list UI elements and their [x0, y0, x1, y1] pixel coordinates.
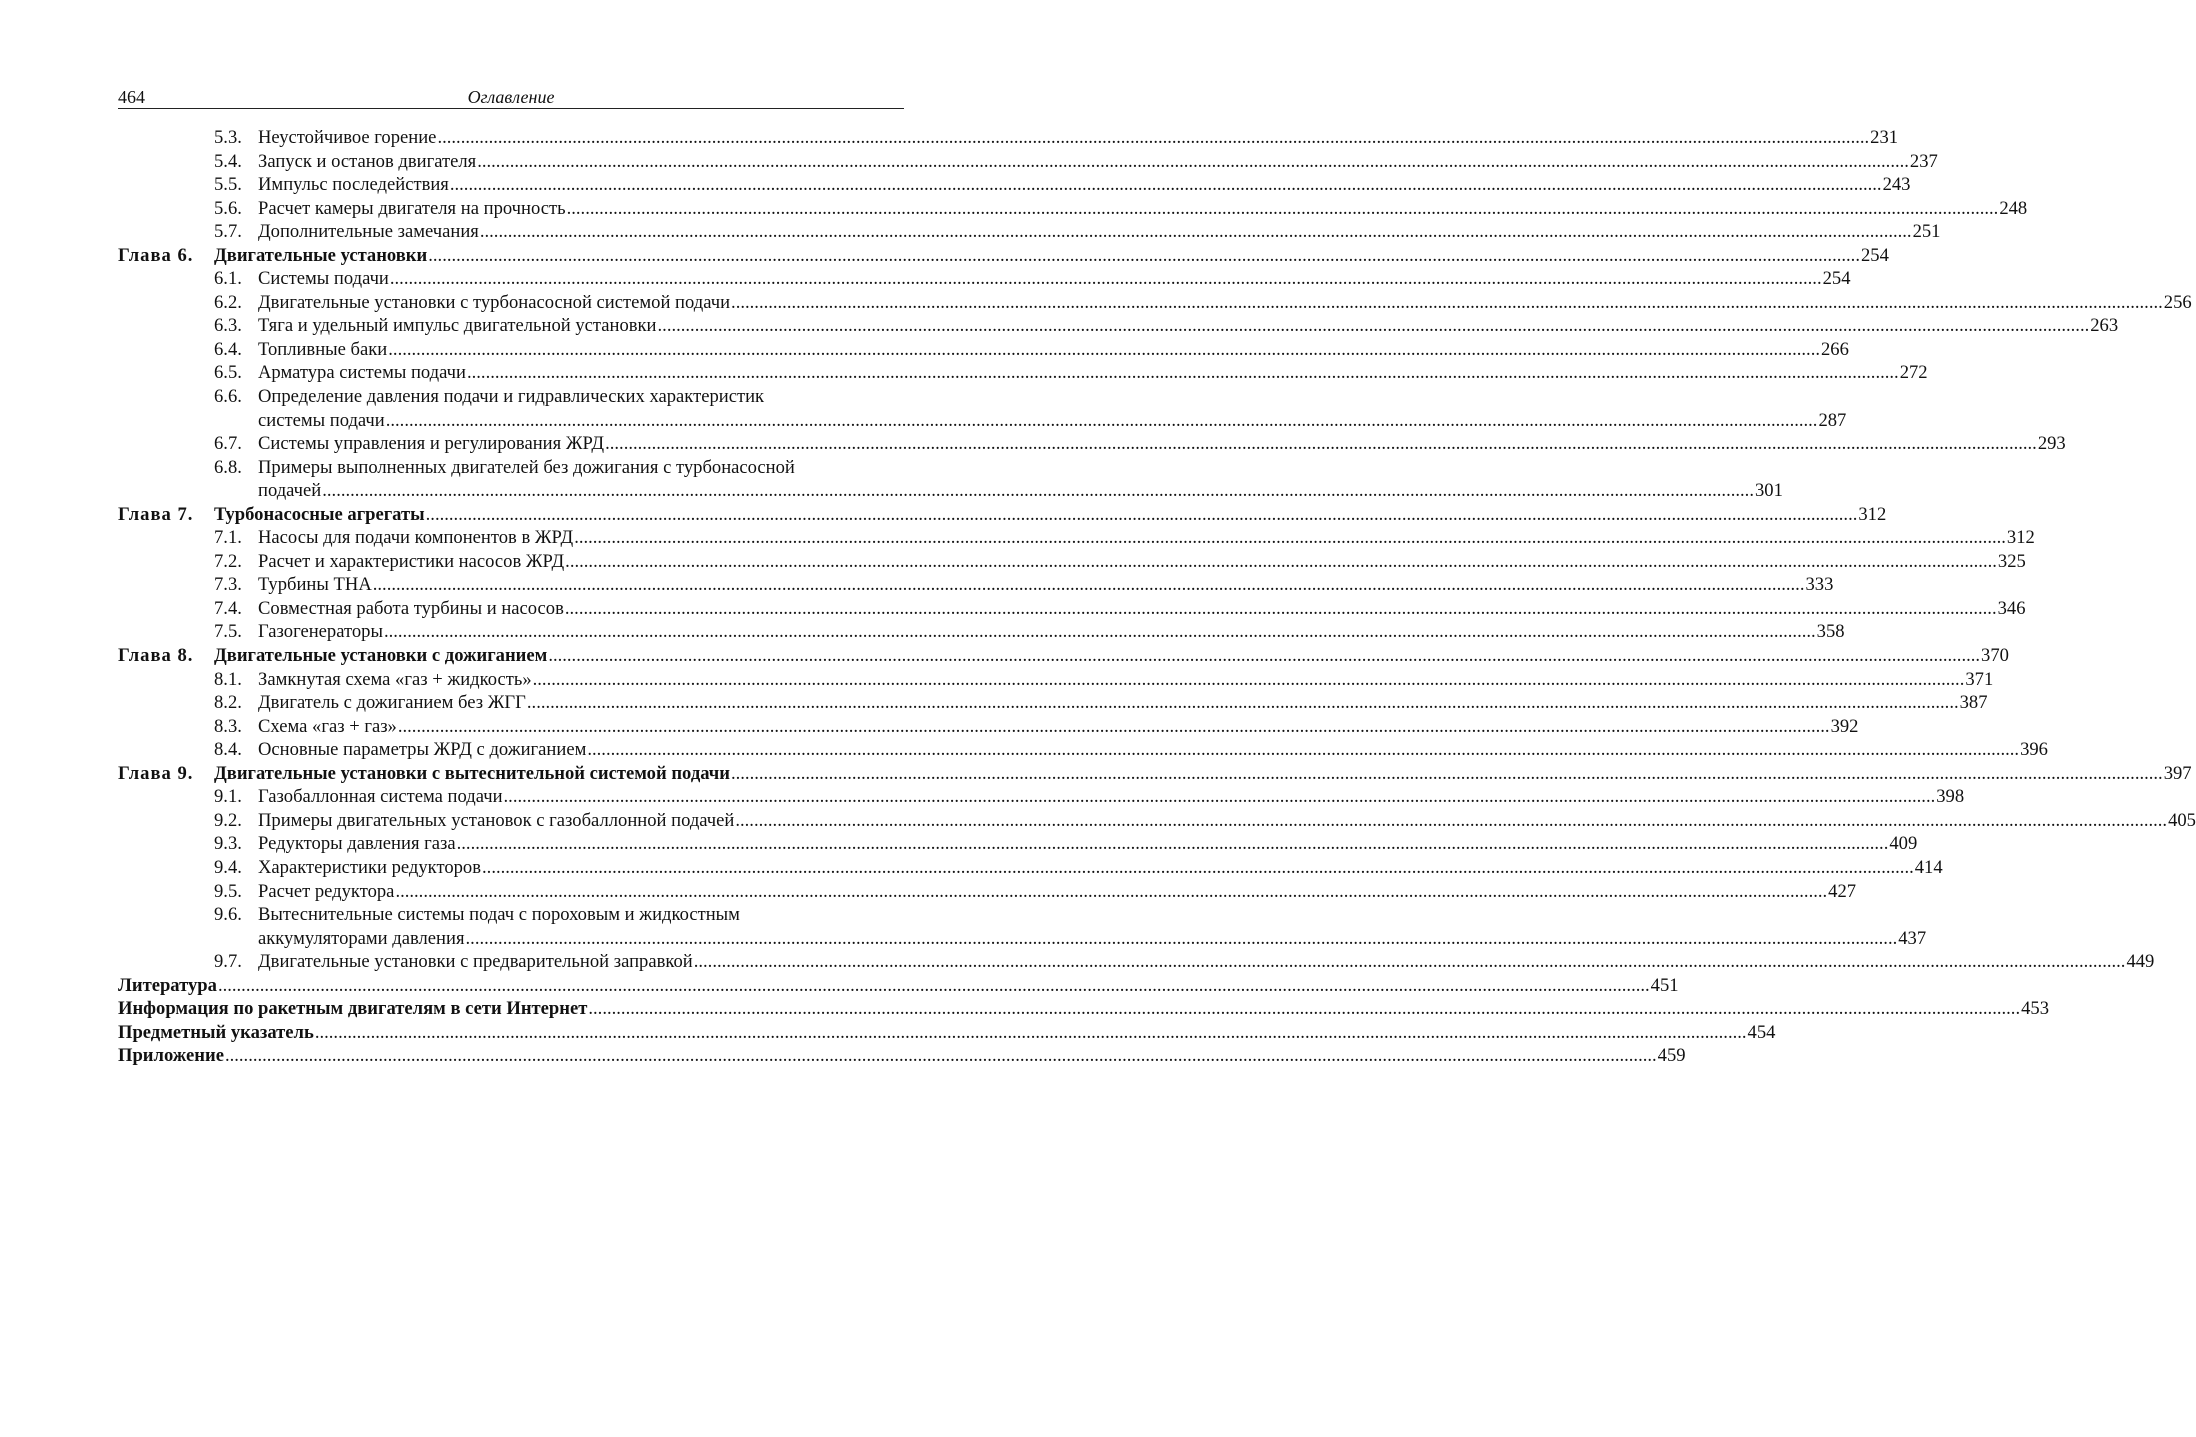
section-number: 9.2.	[214, 809, 242, 831]
toc-section-entry[interactable]	[118, 738, 2048, 762]
dot-leader	[384, 620, 1816, 644]
section-title: Схема «газ + газ»	[258, 715, 397, 737]
toc-chapter-entry[interactable]	[118, 503, 1887, 527]
page-reference: 449	[2126, 951, 2155, 973]
section-title-line1: Определение давления подачи и гидравлических характеристик	[258, 386, 765, 408]
page-number: 464	[118, 87, 145, 107]
toc-chapter-entry[interactable]	[118, 244, 1889, 268]
dot-leader	[457, 832, 1889, 856]
section-title: Импульс последействия	[258, 174, 449, 196]
toc-backmatter-entry[interactable]	[118, 1044, 1686, 1068]
toc-section-entry[interactable]	[118, 150, 1938, 174]
dot-leader	[735, 809, 2167, 833]
backmatter-title: Литература	[118, 974, 217, 996]
section-number: 6.7.	[214, 433, 242, 455]
page-reference: 312	[1858, 503, 1887, 525]
page-reference: 287	[1818, 409, 1847, 431]
dot-leader	[533, 668, 1965, 692]
page-reference: 427	[1828, 880, 1857, 902]
toc-section-entry[interactable]	[118, 173, 1911, 197]
section-title: Дополнительные замечания	[258, 221, 479, 243]
section-number: 9.1.	[214, 786, 242, 808]
page-reference: 248	[1999, 197, 2028, 219]
toc-section-entry[interactable]	[118, 361, 1928, 385]
toc-section-entry[interactable]	[118, 526, 2035, 550]
backmatter-title: Информация по ракетным двигателям в сети Интернет	[118, 998, 588, 1020]
dot-leader	[731, 762, 2163, 786]
dot-leader	[218, 974, 1650, 998]
section-number: 6.5.	[214, 362, 242, 384]
page-reference: 371	[1965, 668, 1994, 690]
section-title: Неустойчивое горение	[258, 127, 437, 148]
page-reference: 409	[1889, 833, 1918, 855]
page-reference: 414	[1914, 856, 1943, 878]
page-reference: 243	[1882, 174, 1911, 196]
section-title: Основные параметры ЖРД с дожиганием	[258, 739, 587, 761]
section-title: Расчет камеры двигателя на прочность	[258, 197, 566, 219]
section-number: 7.4.	[214, 597, 242, 619]
section-title: Турбины ТНА	[258, 574, 372, 596]
toc-section-entry[interactable]	[118, 197, 2028, 221]
dot-leader	[477, 150, 1909, 174]
toc-section-entry[interactable]	[118, 856, 1943, 880]
toc-section-entry[interactable]	[118, 338, 1849, 362]
page-reference: 254	[1822, 268, 1851, 290]
section-number: 6.6.	[214, 386, 242, 408]
backmatter-title: Предметный указатель	[118, 1021, 314, 1043]
page-reference: 293	[2037, 433, 2066, 455]
chapter-title: Турбонасосные агрегаты	[214, 503, 425, 525]
section-title: Топливные баки	[258, 338, 388, 360]
dot-leader	[565, 597, 1997, 621]
section-title: Системы подачи	[258, 268, 389, 290]
section-number: 6.3.	[214, 315, 242, 337]
dot-leader	[398, 715, 1830, 739]
toc-section-entry[interactable]	[118, 668, 1994, 692]
toc-chapter-entry[interactable]	[118, 644, 2009, 668]
toc-section-entry[interactable]	[118, 456, 1783, 503]
section-number: 6.8.	[214, 456, 242, 478]
section-title: Совместная работа турбины и насосов	[258, 597, 564, 619]
section-title: Насосы для подачи компонентов в ЖРД	[258, 527, 574, 549]
page-reference: 454	[1747, 1021, 1776, 1043]
dot-leader	[658, 314, 2090, 338]
page-reference: 437	[1898, 927, 1927, 949]
section-title: Тяга и удельный импульс двигательной установки	[258, 315, 657, 337]
page-reference: 358	[1816, 621, 1845, 643]
toc-section-entry[interactable]	[118, 432, 2066, 456]
section-title-line1: Примеры выполненных двигателей без дожигания с турбонасосной	[258, 456, 795, 478]
dot-leader	[588, 997, 2020, 1021]
page-reference: 387	[1959, 692, 1988, 714]
dot-leader	[574, 526, 2006, 550]
toc-section-entry[interactable]	[118, 620, 1845, 644]
toc-section-entry[interactable]	[118, 220, 1941, 244]
dot-leader	[587, 738, 2019, 762]
toc-section-entry[interactable]	[118, 880, 1857, 904]
page-reference: 231	[1870, 127, 1899, 148]
page-reference: 459	[1657, 1045, 1686, 1067]
section-title-line2: подачей	[258, 480, 322, 502]
dot-leader	[390, 267, 1822, 291]
page-reference: 346	[1997, 597, 2026, 619]
backmatter-title: Приложение	[118, 1045, 224, 1067]
section-title: Редукторы давления газа	[258, 833, 456, 855]
section-number: 5.4.	[214, 150, 242, 172]
toc-section-entry[interactable]	[118, 832, 1918, 856]
dot-leader	[315, 1021, 1747, 1045]
running-title: Оглавление	[467, 87, 555, 107]
toc-section-entry[interactable]	[118, 314, 2119, 338]
section-title-line2: системы подачи	[258, 409, 385, 431]
page-reference: 333	[1805, 574, 1834, 596]
toc-backmatter-entry[interactable]	[118, 997, 2049, 1021]
toc-chapter-entry[interactable]	[118, 762, 2192, 786]
page-reference: 398	[1936, 786, 1965, 808]
section-title: Арматура системы подачи	[258, 362, 466, 384]
toc-section-entry[interactable]	[118, 385, 1847, 432]
section-title: Системы управления и регулирования ЖРД	[258, 433, 605, 455]
section-number: 7.3.	[214, 574, 242, 596]
section-title: Запуск и останов двигателя	[258, 150, 477, 172]
page-reference: 392	[1830, 715, 1859, 737]
page-reference: 325	[1997, 550, 2026, 572]
dot-leader	[388, 338, 1820, 362]
dot-leader	[466, 927, 1898, 951]
dot-leader	[731, 291, 2163, 315]
dot-leader	[480, 220, 1912, 244]
dot-leader	[426, 503, 1858, 527]
toc-section-entry[interactable]	[118, 809, 2196, 833]
dot-leader	[322, 479, 1754, 503]
section-title: Газогенераторы	[258, 621, 383, 643]
section-title: Газобаллонная система подачи	[258, 786, 503, 808]
section-number: 8.1.	[214, 668, 242, 690]
section-number: 6.1.	[214, 268, 242, 290]
page-reference: 266	[1820, 338, 1849, 360]
section-number: 5.5.	[214, 174, 242, 196]
chapter-title: Двигательные установки с дожиганием	[214, 645, 548, 667]
chapter-number: Глава 7.	[118, 503, 194, 525]
dot-leader	[548, 644, 1980, 668]
section-title-line2: аккумуляторами давления	[258, 927, 465, 949]
toc-section-entry[interactable]	[118, 903, 1927, 950]
section-number: 5.6.	[214, 197, 242, 219]
dot-leader	[527, 691, 1959, 715]
toc-backmatter-entry[interactable]	[118, 974, 1679, 998]
dot-leader	[567, 197, 1999, 221]
toc-backmatter-entry[interactable]	[118, 1021, 1776, 1045]
toc-section-entry[interactable]	[118, 573, 1834, 597]
toc-section-entry[interactable]	[118, 597, 2026, 621]
section-title-line1: Вытеснительные системы подач с пороховым и жидкостным	[258, 904, 740, 926]
page-reference: 237	[1909, 150, 1938, 172]
table-of-contents	[118, 126, 2196, 1068]
toc-section-entry[interactable]	[118, 550, 2026, 574]
section-number: 7.5.	[214, 621, 242, 643]
dot-leader	[428, 244, 1860, 268]
chapter-title: Двигательные установки с вытеснительной системой подачи	[214, 762, 730, 784]
toc-section-entry[interactable]	[118, 267, 1851, 291]
section-title: Двигательные установки с турбонасосной системой подачи	[258, 291, 731, 313]
dot-leader	[395, 880, 1827, 904]
dot-leader	[565, 550, 1997, 574]
section-number: 5.7.	[214, 221, 242, 243]
page-reference: 451	[1650, 974, 1679, 996]
dot-leader	[437, 126, 1869, 150]
page-reference: 272	[1899, 362, 1928, 384]
toc-section-entry[interactable]	[118, 785, 1965, 809]
section-number: 6.4.	[214, 338, 242, 360]
page-reference: 254	[1860, 244, 1889, 266]
section-number: 5.3.	[214, 127, 242, 148]
dot-leader	[482, 856, 1914, 880]
dot-leader	[467, 361, 1899, 385]
toc-section-entry[interactable]	[118, 291, 2192, 315]
section-number: 9.4.	[214, 856, 242, 878]
page-reference: 263	[2090, 315, 2119, 337]
section-number: 9.7.	[214, 951, 242, 973]
dot-leader	[225, 1044, 1657, 1068]
page-reference: 397	[2163, 762, 2192, 784]
dot-leader	[694, 950, 2126, 974]
dot-leader	[386, 409, 1818, 433]
dot-leader	[605, 432, 2037, 456]
section-title: Расчет редуктора	[258, 880, 395, 902]
dot-leader	[373, 573, 1805, 597]
chapter-number: Глава 6.	[118, 244, 194, 266]
chapter-number: Глава 8.	[118, 645, 194, 667]
section-number: 8.4.	[214, 739, 242, 761]
page-reference: 312	[2006, 527, 2035, 549]
dot-leader	[504, 785, 1936, 809]
page-reference: 396	[2020, 739, 2048, 761]
section-title: Характеристики редукторов	[258, 856, 482, 878]
toc-section-entry[interactable]	[118, 950, 2155, 974]
page-reference: 301	[1754, 480, 1783, 502]
page-reference: 453	[2021, 998, 2049, 1020]
page-reference: 256	[2163, 291, 2192, 313]
chapter-title: Двигательные установки	[214, 244, 428, 266]
chapter-number: Глава 9.	[118, 762, 194, 784]
section-number: 7.2.	[214, 550, 242, 572]
toc-section-entry[interactable]	[118, 691, 1988, 715]
section-number: 9.3.	[214, 833, 242, 855]
section-number: 7.1.	[214, 527, 242, 549]
page-header	[118, 86, 904, 109]
page-reference: 405	[2168, 809, 2196, 831]
section-number: 9.6.	[214, 904, 242, 926]
section-number: 9.5.	[214, 880, 242, 902]
section-title: Замкнутая схема «газ + жидкость»	[258, 668, 532, 690]
section-title: Двигательные установки с предварительной заправкой	[258, 951, 693, 973]
page-reference: 370	[1981, 645, 2009, 667]
section-title: Расчет и характеристики насосов ЖРД	[258, 550, 565, 572]
section-number: 8.3.	[214, 715, 242, 737]
section-number: 6.2.	[214, 291, 242, 313]
section-title: Двигатель с дожиганием без ЖГГ	[258, 692, 526, 714]
toc-section-entry[interactable]	[118, 126, 1899, 150]
toc-section-entry[interactable]	[118, 715, 1859, 739]
section-title: Примеры двигательных установок с газобаллонной подачей	[258, 809, 735, 831]
section-number: 8.2.	[214, 692, 242, 714]
page-reference: 251	[1912, 221, 1941, 243]
dot-leader	[450, 173, 1882, 197]
